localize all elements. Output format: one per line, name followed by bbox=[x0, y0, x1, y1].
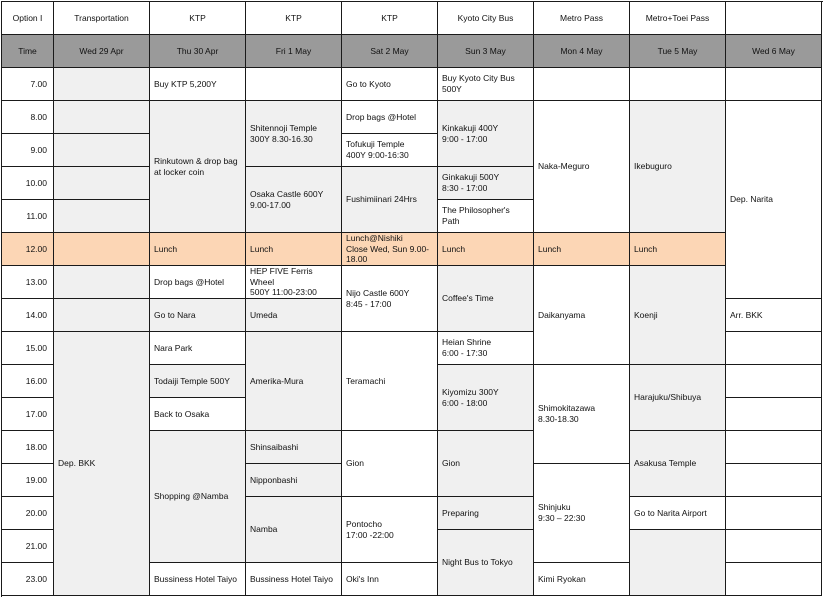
header-ktp-1: KTP bbox=[150, 2, 246, 35]
empty-cell bbox=[726, 431, 822, 464]
empty-cell bbox=[54, 101, 150, 134]
activity-cell: Drop bags @Hotel bbox=[150, 266, 246, 299]
activity-cell: Tofukuji Temple 400Y 9:00-16:30 bbox=[342, 134, 438, 167]
dep-narita-cell: Dep. Narita bbox=[726, 101, 822, 299]
activity-cell: Heian Shrine 6:00 - 17:30 bbox=[438, 332, 534, 365]
activity-cell: Buy Kyoto City Bus 500Y bbox=[438, 68, 534, 101]
empty-cell bbox=[54, 233, 150, 266]
activity-cell: The Philosopher's Path bbox=[438, 200, 534, 233]
time-cell: 18.00 bbox=[2, 431, 54, 464]
activity-cell: HEP FIVE Ferris Wheel 500Y 11:00-23:00 bbox=[246, 266, 342, 299]
header-ktp-3: KTP bbox=[342, 2, 438, 35]
time-cell: 13.00 bbox=[2, 266, 54, 299]
activity-cell: Ikebuguro bbox=[630, 101, 726, 233]
empty-cell bbox=[726, 398, 822, 431]
time-cell: 19.00 bbox=[2, 464, 54, 497]
activity-cell: Amerika-Mura bbox=[246, 332, 342, 431]
empty-cell bbox=[726, 365, 822, 398]
activity-cell: Namba bbox=[246, 497, 342, 563]
activity-cell: Osaka Castle 600Y 9.00-17.00 bbox=[246, 167, 342, 233]
empty-cell bbox=[726, 332, 822, 365]
activity-cell: Shinsaibashi bbox=[246, 431, 342, 464]
activity-cell: Nipponbashi bbox=[246, 464, 342, 497]
lunch-cell: Lunch bbox=[534, 233, 630, 266]
subheader-day: Sat 2 May bbox=[342, 35, 438, 68]
time-cell: 12.00 bbox=[2, 233, 54, 266]
activity-cell: Shitennoji Temple 300Y 8.30-16.30 bbox=[246, 101, 342, 167]
empty-cell bbox=[54, 167, 150, 200]
time-cell: 8.00 bbox=[2, 101, 54, 134]
activity-cell: Gion bbox=[342, 431, 438, 497]
empty-cell bbox=[726, 68, 822, 101]
empty-cell bbox=[534, 68, 630, 101]
header-metro-toei: Metro+Toei Pass bbox=[630, 2, 726, 35]
header-option: Option I bbox=[2, 2, 54, 35]
activity-cell: Go to Kyoto bbox=[342, 68, 438, 101]
activity-cell: Fushimiinari 24Hrs bbox=[342, 167, 438, 233]
time-cell: 9.00 bbox=[2, 134, 54, 167]
time-cell: 21.00 bbox=[2, 530, 54, 563]
arr-bkk-cell: Arr. BKK bbox=[726, 299, 822, 332]
time-cell: 10.00 bbox=[2, 167, 54, 200]
activity-cell: Shimokitazawa 8.30-18.30 bbox=[534, 365, 630, 464]
empty-cell bbox=[726, 497, 822, 530]
time-cell: 17.00 bbox=[2, 398, 54, 431]
lunch-cell: Lunch bbox=[150, 233, 246, 266]
activity-cell: Naka-Meguro bbox=[534, 101, 630, 233]
subheader-day: Wed 29 Apr bbox=[54, 35, 150, 68]
dep-bkk-cell: Dep. BKK bbox=[54, 332, 150, 596]
empty-cell bbox=[54, 134, 150, 167]
hotel-cell: Bussiness Hotel Taiyo bbox=[150, 563, 246, 596]
time-cell: 15.00 bbox=[2, 332, 54, 365]
activity-cell: Pontocho 17:00 -22:00 bbox=[342, 497, 438, 563]
header-kyoto-bus: Kyoto City Bus bbox=[438, 2, 534, 35]
time-cell: 20.00 bbox=[2, 497, 54, 530]
activity-cell: Go to Nara bbox=[150, 299, 246, 332]
time-cell: 16.00 bbox=[2, 365, 54, 398]
activity-cell: Umeda bbox=[246, 299, 342, 332]
activity-cell: Koenji bbox=[630, 266, 726, 365]
activity-cell: Nijo Castle 600Y 8:45 - 17:00 bbox=[342, 266, 438, 332]
activity-cell: Shinjuku 9:30 – 22:30 bbox=[534, 464, 630, 563]
activity-cell: Todaiji Temple 500Y bbox=[150, 365, 246, 398]
subheader-day: Mon 4 May bbox=[534, 35, 630, 68]
activity-cell: Gion bbox=[438, 431, 534, 497]
hotel-cell: Kimi Ryokan bbox=[534, 563, 630, 596]
activity-cell: Kinkakuji 400Y 9:00 - 17:00 bbox=[438, 101, 534, 167]
empty-cell bbox=[630, 530, 726, 596]
empty-cell bbox=[726, 464, 822, 497]
header-transportation: Transportation bbox=[54, 2, 150, 35]
lunch-cell: Lunch bbox=[630, 233, 726, 266]
empty-cell bbox=[630, 68, 726, 101]
time-cell: 23.00 bbox=[2, 563, 54, 596]
lunch-cell: Lunch bbox=[246, 233, 342, 266]
activity-cell: Rinkutown & drop bag at locker coin bbox=[150, 101, 246, 233]
activity-cell: Nara Park bbox=[150, 332, 246, 365]
hotel-cell: Oki's Inn bbox=[342, 563, 438, 596]
empty-cell bbox=[246, 68, 342, 101]
time-cell: 14.00 bbox=[2, 299, 54, 332]
activity-cell: Night Bus to Tokyo bbox=[438, 530, 534, 596]
activity-cell: Ginkakuji 500Y 8:30 - 17:00 bbox=[438, 167, 534, 200]
subheader-day: Fri 1 May bbox=[246, 35, 342, 68]
activity-cell: Teramachi bbox=[342, 332, 438, 431]
activity-cell: Back to Osaka bbox=[150, 398, 246, 431]
header-metro-pass: Metro Pass bbox=[534, 2, 630, 35]
activity-cell: Coffee's Time bbox=[438, 266, 534, 332]
activity-cell: Buy KTP 5,200Y bbox=[150, 68, 246, 101]
activity-cell: Harajuku/Shibuya bbox=[630, 365, 726, 431]
subheader-day: Tue 5 May bbox=[630, 35, 726, 68]
subheader-day: Thu 30 Apr bbox=[150, 35, 246, 68]
empty-cell bbox=[54, 299, 150, 332]
activity-cell: Preparing bbox=[438, 497, 534, 530]
lunch-cell: Lunch@Nishiki Close Wed, Sun 9.00- 18.00 bbox=[342, 233, 438, 266]
subheader-day: Sun 3 May bbox=[438, 35, 534, 68]
activity-cell: Asakusa Temple bbox=[630, 431, 726, 497]
time-cell: 7.00 bbox=[2, 68, 54, 101]
itinerary-table bbox=[1, 1, 823, 597]
empty-cell bbox=[54, 200, 150, 233]
activity-cell: Drop bags @Hotel bbox=[342, 101, 438, 134]
subheader-time: Time bbox=[2, 35, 54, 68]
time-cell: 11.00 bbox=[2, 200, 54, 233]
activity-cell: Shopping @Namba bbox=[150, 431, 246, 563]
empty-cell bbox=[726, 530, 822, 563]
empty-cell bbox=[54, 68, 150, 101]
activity-cell: Daikanyama bbox=[534, 266, 630, 365]
subheader-day: Wed 6 May bbox=[726, 35, 822, 68]
lunch-cell: Lunch bbox=[438, 233, 534, 266]
activity-cell: Go to Narita Airport bbox=[630, 497, 726, 530]
header-empty bbox=[726, 2, 822, 35]
empty-cell bbox=[54, 266, 150, 299]
hotel-cell: Bussiness Hotel Taiyo bbox=[246, 563, 342, 596]
header-ktp-2: KTP bbox=[246, 2, 342, 35]
empty-cell bbox=[726, 563, 822, 596]
activity-cell: Kiyomizu 300Y 6:00 - 18:00 bbox=[438, 365, 534, 431]
